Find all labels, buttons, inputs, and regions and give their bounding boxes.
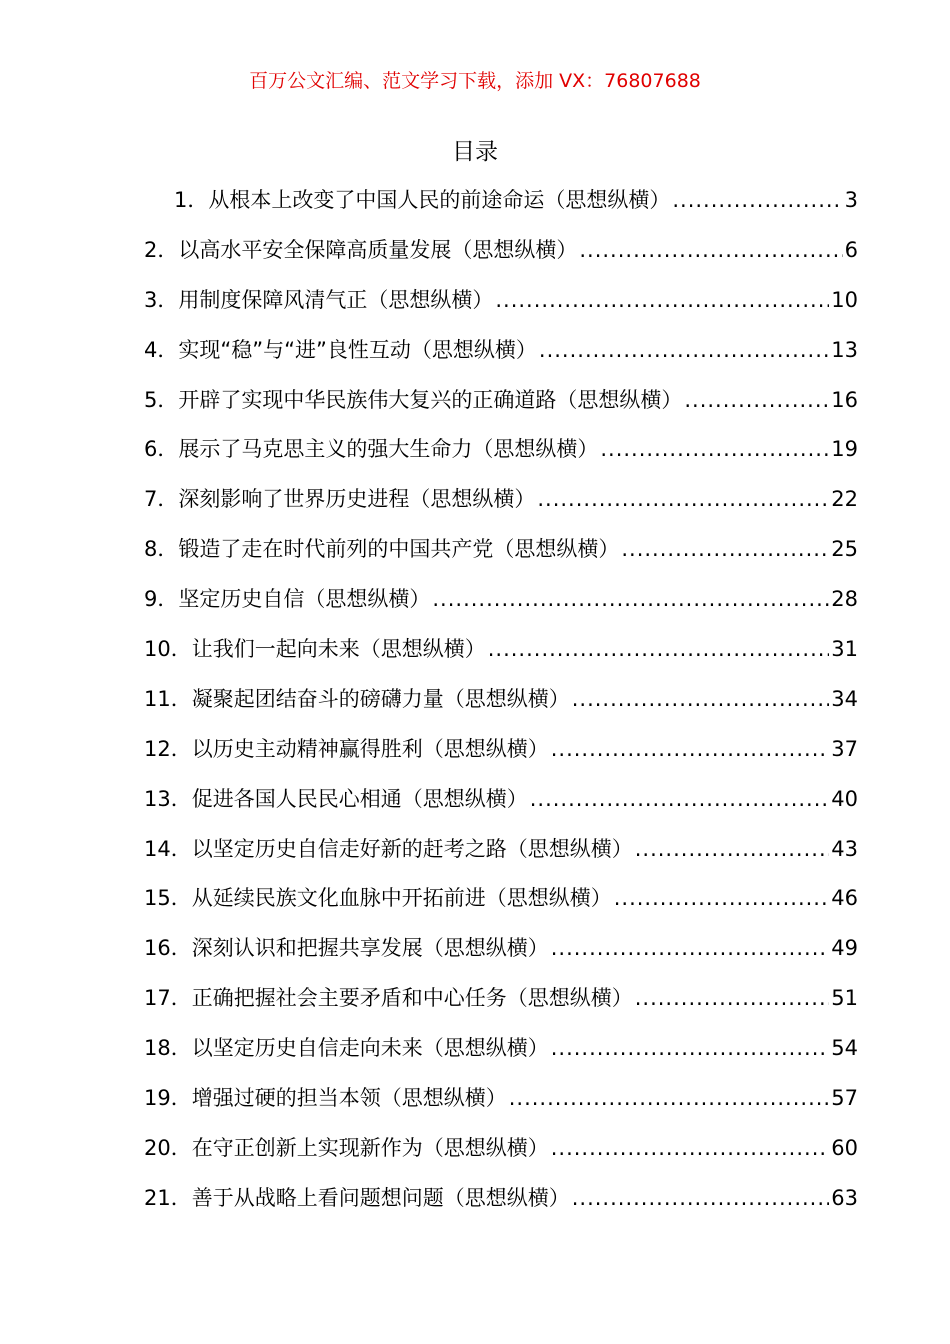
toc-entry-label: 7．深刻影响了世界历史进程（思想纵横） [144,487,536,512]
toc-entry[interactable] [144,529,858,579]
toc-entry[interactable] [144,1178,858,1228]
toc-entry[interactable] [144,479,858,529]
toc-entry-page: 51 [831,986,858,1011]
toc-entry-label: 18．以坚定历史自信走向未来（思想纵横） [144,1036,549,1061]
toc-entry-page: 25 [831,537,858,562]
toc-leader-dots [551,1028,830,1068]
toc-entry-page: 57 [831,1086,858,1111]
toc-entry-label: 8．锻造了走在时代前列的中国共产党（思想纵横） [144,537,620,562]
toc-entry-label: 6．展示了马克思主义的强大生命力（思想纵横） [144,437,599,462]
toc-entry-label: 5．开辟了实现中华民族伟大复兴的正确道路（思想纵横） [144,387,683,412]
toc-entry[interactable] [144,180,858,230]
toc-entry-label: 20．在守正创新上实现新作为（思想纵横） [144,1135,549,1160]
table-of-contents [144,180,858,1228]
toc-entry-page: 49 [831,936,858,961]
toc-entry-page: 3 [844,188,858,212]
toc-entry[interactable] [144,928,858,978]
toc-leader-dots [600,429,829,469]
toc-entry-label: 3．用制度保障风清气正（思想纵横） [144,287,494,312]
toc-entry-page: 28 [831,587,858,612]
toc-entry-page: 43 [831,836,858,861]
toc-entry-label: 13．促进各国人民民心相通（思想纵横） [144,786,528,811]
toc-entry[interactable] [144,280,858,330]
toc-leader-dots [537,479,829,519]
promo-header: 百万公文汇编、范文学习下载，添加 VX：76807688 [249,70,701,92]
toc-entry-page: 31 [831,637,858,662]
toc-entry-page: 34 [831,686,858,711]
toc-entry[interactable] [144,1028,858,1078]
toc-entry-page: 40 [831,786,858,811]
toc-title: 目录 [452,139,498,165]
toc-entry-label: 14．以坚定历史自信走好新的赶考之路（思想纵横） [144,836,633,861]
toc-entry-label: 19．增强过硬的担当本领（思想纵横） [144,1086,507,1111]
toc-entry-page: 22 [831,487,858,512]
toc-entry[interactable] [144,679,858,729]
toc-entry-label: 10．让我们一起向未来（思想纵横） [144,637,486,662]
toc-entry-page: 19 [831,437,858,462]
toc-leader-dots [432,579,829,619]
toc-leader-dots [684,380,829,420]
toc-entry-page: 37 [831,736,858,761]
toc-entry-label: 9．坚定历史自信（思想纵横） [144,587,431,612]
toc-entry[interactable] [144,878,858,928]
toc-entry-page: 13 [831,337,858,362]
toc-leader-dots [572,1178,830,1218]
toc-leader-dots [635,978,830,1018]
toc-leader-dots [672,180,842,220]
toc-entry-label: 15．从延续民族文化血脉中开拓前进（思想纵横） [144,886,612,911]
toc-entry-page: 63 [831,1185,858,1210]
toc-entry-page: 60 [831,1135,858,1160]
toc-entry[interactable] [144,729,858,779]
toc-entry-label: 1．从根本上改变了中国人民的前途命运（思想纵横） [174,188,671,212]
toc-leader-dots [488,629,830,669]
toc-entry[interactable] [144,978,858,1028]
toc-entry[interactable] [144,629,858,679]
toc-entry[interactable] [144,579,858,629]
toc-entry-label: 11．凝聚起团结奋斗的磅礴力量（思想纵横） [144,686,570,711]
toc-entry-page: 54 [831,1036,858,1061]
toc-entry-label: 4．实现“稳”与“进”良性互动（思想纵横） [144,337,537,362]
toc-entry[interactable] [144,1078,858,1128]
toc-leader-dots [551,1128,830,1168]
toc-leader-dots [495,280,829,320]
toc-leader-dots [509,1078,830,1118]
toc-leader-dots [579,230,842,270]
toc-leader-dots [635,829,830,869]
toc-leader-dots [572,679,830,719]
toc-entry-page: 16 [831,387,858,412]
toc-entry[interactable] [144,429,858,479]
toc-entry[interactable] [144,330,858,380]
toc-entry[interactable] [144,829,858,879]
toc-entry[interactable] [144,380,858,430]
toc-leader-dots [551,928,830,968]
toc-entry-page: 10 [831,287,858,312]
toc-entry[interactable] [144,1128,858,1178]
toc-entry-page: 46 [831,886,858,911]
toc-leader-dots [530,779,830,819]
toc-entry-label: 21．善于从战略上看问题想问题（思想纵横） [144,1185,570,1210]
toc-entry-label: 17．正确把握社会主要矛盾和中心任务（思想纵横） [144,986,633,1011]
toc-leader-dots [614,878,830,918]
toc-entry-page: 6 [844,237,858,262]
toc-entry-label: 12．以历史主动精神赢得胜利（思想纵横） [144,736,549,761]
toc-entry-label: 2．以高水平安全保障高质量发展（思想纵横） [144,237,578,262]
toc-entry-label: 16．深刻认识和把握共享发展（思想纵横） [144,936,549,961]
toc-entry[interactable] [144,779,858,829]
toc-leader-dots [621,529,829,569]
toc-leader-dots [539,330,829,370]
toc-entry[interactable] [144,230,858,280]
toc-leader-dots [551,729,830,769]
